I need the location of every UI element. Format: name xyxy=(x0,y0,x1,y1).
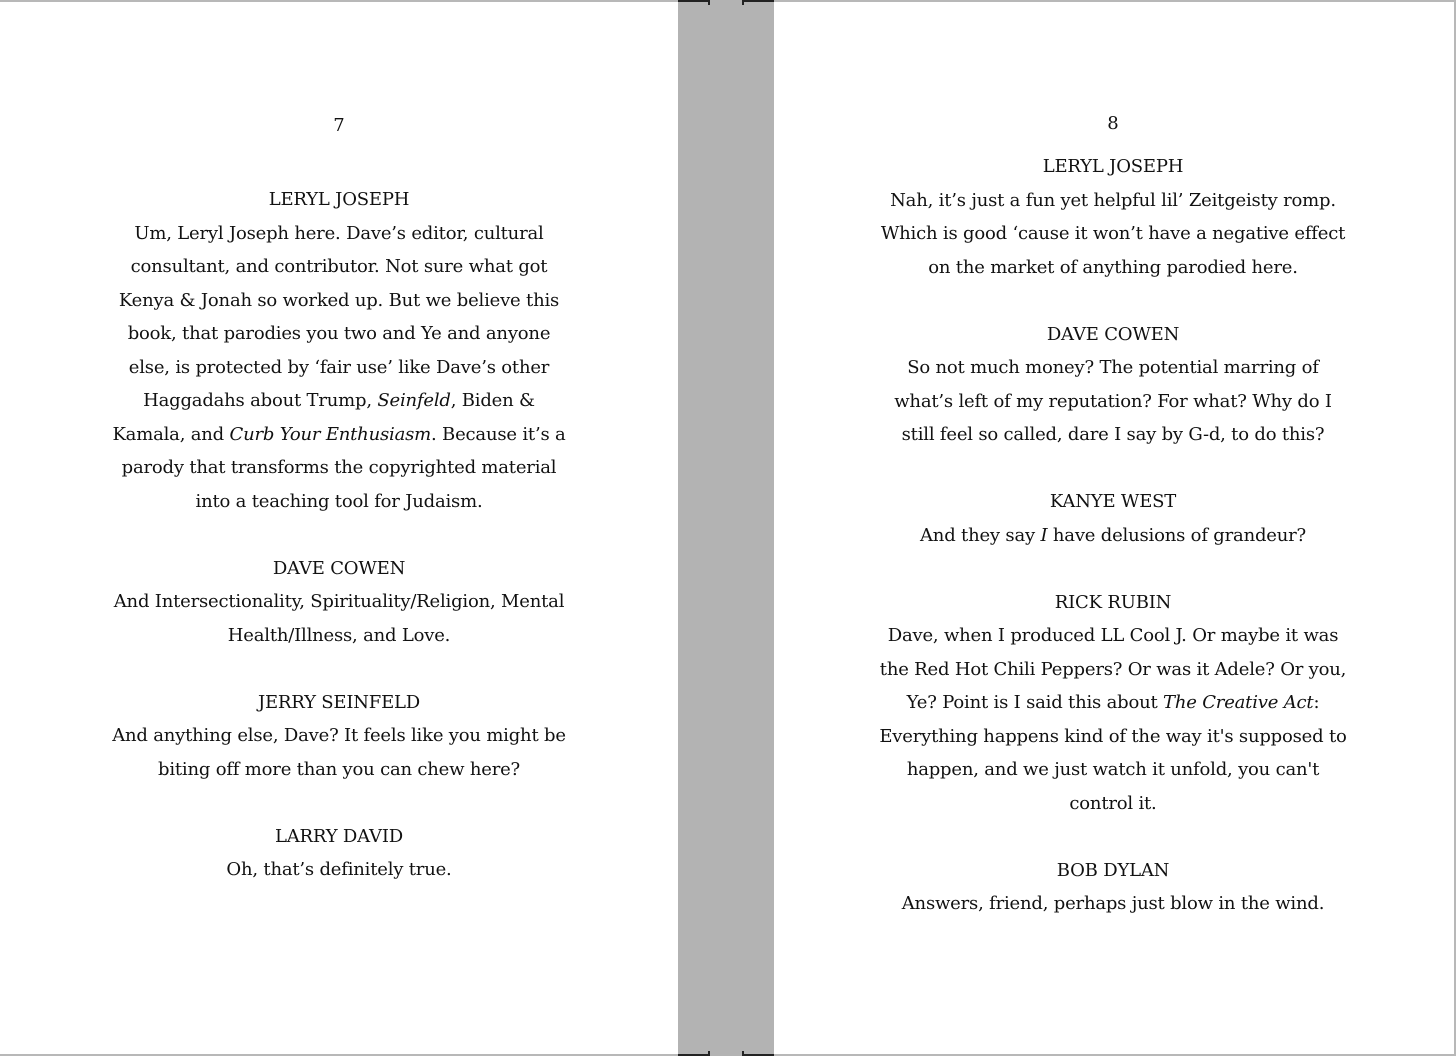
speaker-name: BOB DYLAN xyxy=(1056,859,1170,881)
text-run: : xyxy=(1313,692,1320,713)
left-page xyxy=(0,0,678,1056)
text-run: else, is protected by ‘fair use’ like Dave’s other xyxy=(128,356,550,378)
text-run: Health/Illness, and Love. xyxy=(227,624,451,646)
dialogue-block xyxy=(0,183,678,518)
dialogue-line xyxy=(772,686,1454,720)
text-run: have delusions of grandeur? xyxy=(1047,524,1306,546)
text-run: And Intersectionality, Spirituality/Religion, Mental xyxy=(113,591,565,612)
text-run: Kamala, and xyxy=(112,423,230,445)
dialogue-line xyxy=(772,519,1454,553)
dialogue-line xyxy=(0,451,678,485)
dialogue-line xyxy=(772,385,1454,419)
text-run: So not much money? The potential marring of xyxy=(907,357,1319,378)
dialogue-line xyxy=(0,853,678,887)
text-run: Dave, when I produced LL Cool J. Or maybe it was xyxy=(887,625,1339,646)
dialogue-line xyxy=(0,284,678,318)
dialogue-line xyxy=(0,317,678,351)
dialogue-line xyxy=(772,351,1454,385)
italic-text: Curb Your Enthusiasm xyxy=(229,423,432,445)
speaker-name: DAVE COWEN xyxy=(1046,323,1180,345)
italic-text: The Creative Act xyxy=(1163,692,1314,713)
dialogue-line xyxy=(772,753,1454,787)
dialogue-line xyxy=(0,585,678,619)
dialogue-line xyxy=(0,351,678,385)
right-page-text xyxy=(772,150,1454,954)
text-run: And they say xyxy=(920,524,1041,546)
text-run: the Red Hot Chili Peppers? Or was it Adele? Or you, xyxy=(879,658,1347,680)
text-run: Everything happens kind of the way it's supposed to xyxy=(879,725,1347,747)
text-run: on the market of anything parodied here. xyxy=(928,256,1298,278)
speaker-name: LARRY DAVID xyxy=(275,825,403,847)
crop-mark xyxy=(678,1051,710,1056)
dialogue-line xyxy=(0,384,678,418)
dialogue-block xyxy=(772,854,1454,921)
dialogue-line xyxy=(772,653,1454,687)
crop-mark xyxy=(678,0,710,5)
text-run: consultant, and contributor. Not sure what got xyxy=(130,256,548,277)
italic-text: Seinfeld xyxy=(377,390,451,411)
text-run: Ye? Point is I said this about xyxy=(906,692,1164,713)
crop-mark xyxy=(742,1051,774,1056)
text-run: Nah, it’s just a fun yet helpful lil’ Zeitgeisty romp. xyxy=(890,189,1336,211)
text-run: Haggadahs about Trump, xyxy=(143,390,378,411)
right-page xyxy=(774,0,1456,1056)
dialogue-block xyxy=(0,552,678,653)
text-run: happen, and we just watch it unfold, you can't xyxy=(906,759,1320,780)
text-run: And anything else, Dave? It feels like you might be xyxy=(112,725,566,746)
speaker-name: LERYL JOSEPH xyxy=(268,189,410,210)
dialogue-block xyxy=(0,820,678,887)
dialogue-line xyxy=(772,418,1454,452)
dialogue-line xyxy=(0,719,678,753)
dialogue-line xyxy=(0,619,678,653)
dialogue-line xyxy=(772,619,1454,653)
dialogue-block xyxy=(772,586,1454,821)
page-number: 8 xyxy=(1107,113,1119,134)
dialogue-line xyxy=(772,720,1454,754)
speaker-name: RICK RUBIN xyxy=(1054,591,1172,613)
text-run: parody that transforms the copyrighted material xyxy=(121,457,557,478)
text-run: Um, Leryl Joseph here. Dave’s editor, cultural xyxy=(134,222,544,244)
speaker-name: DAVE COWEN xyxy=(272,557,406,579)
dialogue-line xyxy=(0,485,678,519)
text-run: Kenya & Jonah so worked up. But we believe this xyxy=(118,289,560,311)
text-run: . Because it’s a xyxy=(431,423,566,445)
dialogue-line xyxy=(0,418,678,452)
text-run: still feel so called, dare I say by G-d, to do this? xyxy=(901,424,1325,445)
dialogue-line xyxy=(772,887,1454,921)
text-run: into a teaching tool for Judaism. xyxy=(195,490,483,512)
text-run: Answers, friend, perhaps just blow in the wind. xyxy=(901,893,1325,914)
italic-text: I xyxy=(1040,524,1048,546)
page-number: 7 xyxy=(333,115,345,136)
text-run: Oh, that’s definitely true. xyxy=(226,859,452,880)
text-run: control it. xyxy=(1069,792,1157,814)
page-gutter xyxy=(678,0,774,1056)
dialogue-line xyxy=(0,250,678,284)
dialogue-line xyxy=(772,184,1454,218)
text-run: , Biden & xyxy=(450,390,535,411)
dialogue-block xyxy=(772,150,1454,284)
dialogue-block xyxy=(772,318,1454,452)
dialogue-line xyxy=(0,217,678,251)
speaker-name: KANYE WEST xyxy=(1049,491,1177,512)
text-run: Which is good ‘cause it won’t have a negative effect xyxy=(880,223,1346,244)
dialogue-line xyxy=(772,251,1454,285)
dialogue-block xyxy=(772,485,1454,552)
dialogue-line xyxy=(0,753,678,787)
speaker-name: LERYL JOSEPH xyxy=(1042,156,1184,177)
dialogue-block xyxy=(0,686,678,787)
text-run: biting off more than you can chew here? xyxy=(158,758,520,780)
crop-mark xyxy=(742,0,774,5)
text-run: what’s left of my reputation? For what? Why do I xyxy=(894,390,1332,412)
speaker-name: JERRY SEINFELD xyxy=(257,691,421,713)
text-run: book, that parodies you two and Ye and anyone xyxy=(127,323,551,344)
left-page-text xyxy=(0,183,678,920)
dialogue-line xyxy=(772,217,1454,251)
dialogue-line xyxy=(772,787,1454,821)
